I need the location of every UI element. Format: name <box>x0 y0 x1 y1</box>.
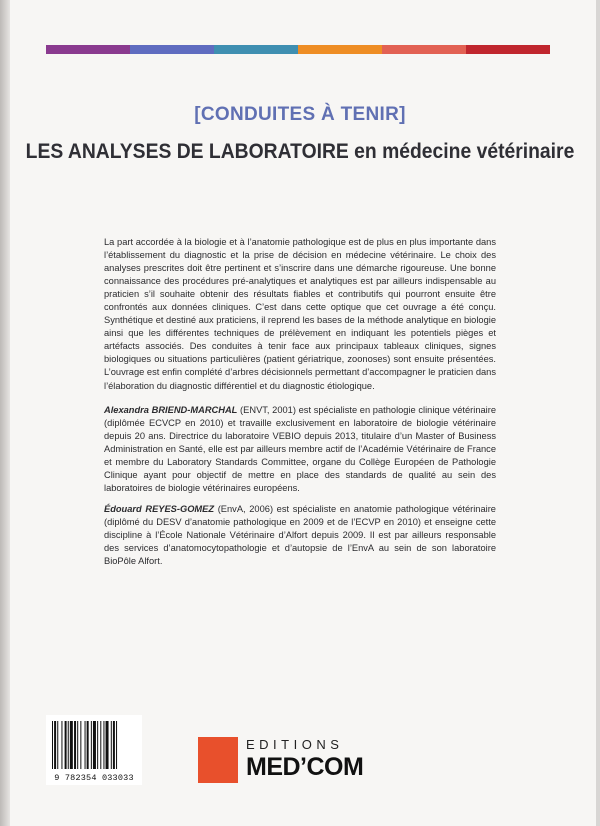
color-stripe-segment <box>46 45 130 54</box>
series-title: [CONDUITES À TENIR] <box>194 104 406 125</box>
book-title: LES ANALYSES DE LABORATOIRE en médecine vétérinaire <box>25 140 575 163</box>
color-stripe-segment <box>130 45 214 54</box>
color-stripe-segment <box>382 45 466 54</box>
author-bio-text: (EnvA, 2006) est spécialiste en anatomie pathologique vétérinaire (diplômé du DESV d’anatomie pathologique en 2009 et de l’ECVP en 2010) et enseigne cette discipline à l’École Nationale Vétérinaire d’Alfort depuis 2009. Il est par ailleurs responsable des services d’anatomocytopathologie et d’autopsie de l’EnvA au sein de son laboratoire BioPôle Alfort. <box>104 503 496 567</box>
isbn-barcode <box>46 715 142 785</box>
isbn-number: 9 782354 033033 <box>54 773 134 783</box>
back-cover-text <box>104 236 496 576</box>
barcode-icon <box>52 721 138 769</box>
color-stripe-segment <box>214 45 298 54</box>
color-stripe-segment <box>298 45 382 54</box>
author-bio-1 <box>104 404 496 495</box>
author-name: Alexandra BRIEND-MARCHAL <box>104 404 238 415</box>
publisher-line2: MED’COM <box>246 753 364 781</box>
color-stripe-bar <box>46 45 550 54</box>
summary-paragraph: La part accordée à la biologie et à l’anatomie pathologique est de plus en plus importante dans l’établissement du diagnostic et la prise de décision en médecine vétérinaire. Le choix des analyses prescrites doit être pertinent et s’inscrire dans une démarche rigoureuse. Une bonne connaissance des procédures pré-analytiques et analytiques est par ailleurs indispensable au praticien s’il souhaite obtenir des résultats fiables et contributifs qui pourront ensuite être confrontés aux données cliniques. C’est dans cette optique que cet ouvrage a été conçu. Synthétique et destiné aux praticiens, il reprend les bases de la méthode analytique en biologie ainsi que les différentes techniques de prélèvement en indiquant les potentiels pièges et artéfacts associés. Des conduites à tenir face aux principaux tableaux cliniques, signes biologiques ou situations particulières (patient gériatrique, zoonoses) sont ensuite présentées. L’ouvrage est enfin complété d’arbres décisionnels permettant d’accompagner le praticien dans l’élaboration du diagnostic différentiel et du diagnostic étiologique. <box>104 237 496 391</box>
author-bio-2 <box>104 503 496 568</box>
publisher-logo-block <box>198 737 238 783</box>
author-bio-text: (ENVT, 2001) est spécialiste en pathologie clinique vétérinaire (diplômée ECVCP en 2010) et travaille exclusivement en laboratoire de biologie vétérinaire depuis 20 ans. Directrice du laboratoire VEBIO depuis 2013, titulaire d’un Master of Business Administration en Santé, elle est par ailleurs membre actif de l’Académie Vétérinaire de France et membre du Laboratory Standards Committee, organe du Collège Européen de Pathologie Clinique ayant pour objectif de mettre en place des standards de qualité au sein des laboratoires de biologie vétérinaires européens. <box>104 404 496 493</box>
author-name: Édouard REYES-GOMEZ <box>104 503 215 514</box>
publisher-line1: EDITIONS <box>246 737 344 752</box>
color-stripe-segment <box>466 45 550 54</box>
publisher-logo <box>198 737 374 783</box>
